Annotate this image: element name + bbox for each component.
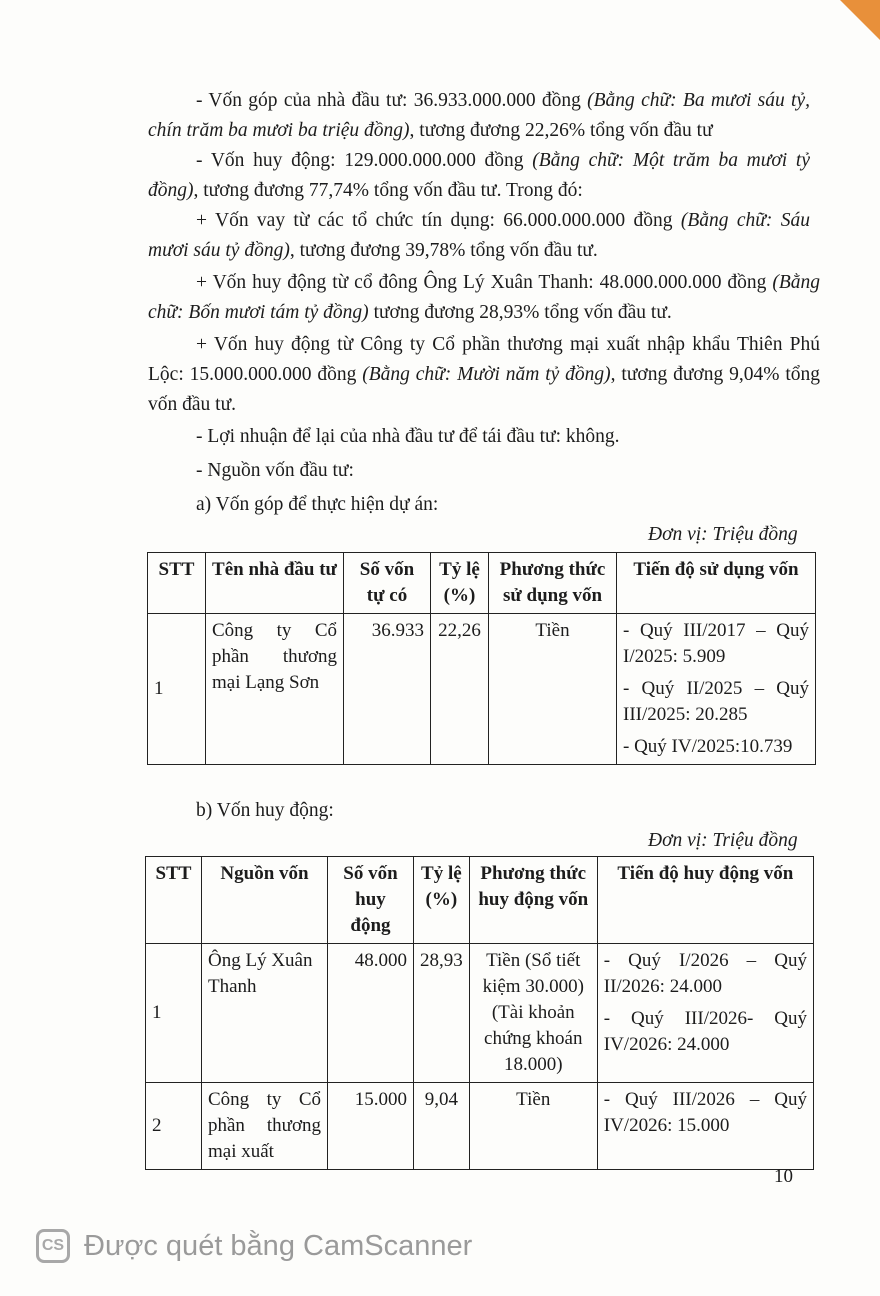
camscanner-footer bbox=[36, 1226, 472, 1266]
paragraph-credit-loan bbox=[148, 206, 810, 266]
cell-method: Tiền (Sổ tiết kiệm 30.000) (Tài khoản chứng khoán 18.000) bbox=[469, 944, 597, 1083]
paragraph-company-loan bbox=[148, 330, 820, 420]
text-italic: (Bằng chữ: Sáu mươi sáu tỷ đồng) bbox=[148, 210, 810, 261]
cell-amount: 36.933 bbox=[344, 614, 431, 765]
header-cell: Phương thức sử dụng vốn bbox=[489, 553, 617, 614]
page-corner-accent bbox=[840, 0, 880, 40]
table-mobilized-capital bbox=[145, 856, 814, 1170]
table-header-row bbox=[148, 553, 816, 614]
text-italic: (Bằng chữ: Bốn mươi tám tỷ đồng) bbox=[148, 272, 820, 323]
text-italic: (Bằng chữ: Một trăm ba mươi tỷ đồng) bbox=[148, 150, 810, 201]
cell-name: Ông Lý Xuân Thanh bbox=[202, 944, 328, 1083]
cell-name: Công ty Cổ phần thương mại Lạng Sơn bbox=[206, 614, 344, 765]
schedule-item: - Quý III/2026- Quý IV/2026: 24.000 bbox=[603, 1008, 807, 1055]
paragraph-retained-profit: - Lợi nhuận để lại của nhà đầu tư để tái đầu tư: không. bbox=[196, 426, 620, 447]
schedule-item: - Quý I/2026 – Quý II/2026: 24.000 bbox=[603, 950, 807, 997]
text-italic: (Bằng chữ: Ba mươi sáu tỷ, chín trăm ba mươi ba triệu đồng) bbox=[148, 90, 810, 141]
camscanner-watermark: Được quét bằng CamScanner bbox=[84, 1229, 473, 1262]
text: - Vốn góp của nhà đầu tư: 36.933.000.000 đồng bbox=[196, 90, 588, 111]
schedule-item: - Quý II/2025 – Quý III/2025: 20.285 bbox=[623, 678, 809, 725]
text: + Vốn huy động từ Công ty Cổ phần thương mại xuất nhập khẩu Thiên Phú Lộc: 15.000.000.000 đồng bbox=[148, 334, 820, 385]
table-contributed-capital bbox=[147, 552, 816, 765]
camscanner-logo-icon: CS bbox=[36, 1229, 70, 1263]
cell-method: Tiền bbox=[489, 614, 617, 765]
text: - Vốn huy động: 129.000.000.000 đồng bbox=[196, 150, 533, 171]
cell-schedule bbox=[597, 944, 813, 1083]
heading-table-b: b) Vốn huy động: bbox=[196, 800, 334, 821]
schedule-item: - Quý IV/2025:10.739 bbox=[623, 736, 793, 757]
header-cell: Tiến độ huy động vốn bbox=[597, 857, 813, 944]
header-cell: Tiến độ sử dụng vốn bbox=[617, 553, 816, 614]
text: tương đương 28,93% tổng vốn đầu tư. bbox=[368, 302, 672, 323]
header-cell: Tỷ lệ (%) bbox=[431, 553, 489, 614]
table-a-unit: Đơn vị: Triệu đồng bbox=[648, 524, 798, 545]
paragraph-investment-source: - Nguồn vốn đầu tư: bbox=[196, 460, 354, 481]
cell-amount: 48.000 bbox=[328, 944, 414, 1083]
table-b-unit: Đơn vị: Triệu đồng bbox=[648, 830, 798, 851]
cell-name: Công ty Cổ phần thương mại xuất bbox=[202, 1083, 328, 1170]
cell-stt: 1 bbox=[146, 944, 202, 1083]
cell-schedule bbox=[597, 1083, 813, 1170]
schedule-item: - Quý III/2017 – Quý I/2025: 5.909 bbox=[623, 620, 809, 667]
cell-schedule bbox=[617, 614, 816, 765]
paragraph-mobilized-capital bbox=[148, 146, 810, 206]
cell-method: Tiền bbox=[469, 1083, 597, 1170]
header-cell: Tỷ lệ (%) bbox=[414, 857, 470, 944]
schedule-item: - Quý III/2026 – Quý IV/2026: 15.000 bbox=[603, 1089, 807, 1136]
cell-stt: 1 bbox=[148, 614, 206, 765]
text: , tương đương 39,78% tổng vốn đầu tư. bbox=[289, 240, 598, 261]
text: + Vốn huy động từ cổ đông Ông Lý Xuân Thanh: 48.000.000.000 đồng bbox=[196, 272, 773, 293]
header-cell: STT bbox=[146, 857, 202, 944]
page-number: 10 bbox=[774, 1166, 793, 1187]
paragraph-contributed-capital bbox=[148, 86, 810, 146]
cell-ratio: 28,93 bbox=[414, 944, 470, 1083]
cell-ratio: 22,26 bbox=[431, 614, 489, 765]
header-cell: Số vốn tự có bbox=[344, 553, 431, 614]
cell-amount: 15.000 bbox=[328, 1083, 414, 1170]
table-row bbox=[146, 944, 814, 1083]
header-cell: Nguồn vốn bbox=[202, 857, 328, 944]
header-cell: Số vốn huy động bbox=[328, 857, 414, 944]
header-cell: Phương thức huy động vốn bbox=[469, 857, 597, 944]
header-cell: STT bbox=[148, 553, 206, 614]
header-cell: Tên nhà đầu tư bbox=[206, 553, 344, 614]
table-header-row bbox=[146, 857, 814, 944]
text: , tương đương 9,04% tổng vốn đầu tư. bbox=[148, 364, 820, 415]
table-row bbox=[146, 1083, 814, 1170]
text-italic: (Bằng chữ: Mười năm tỷ đồng) bbox=[362, 364, 611, 385]
heading-table-a: a) Vốn góp để thực hiện dự án: bbox=[196, 494, 439, 515]
text: , tương đương 77,74% tổng vốn đầu tư. Trong đó: bbox=[193, 180, 583, 201]
text: + Vốn vay từ các tổ chức tín dụng: 66.000.000.000 đồng bbox=[196, 210, 681, 231]
cell-stt: 2 bbox=[146, 1083, 202, 1170]
cell-ratio: 9,04 bbox=[414, 1083, 470, 1170]
text: , tương đương 22,26% tổng vốn đầu tư bbox=[409, 120, 713, 141]
table-row bbox=[148, 614, 816, 765]
paragraph-shareholder-loan bbox=[148, 268, 820, 328]
